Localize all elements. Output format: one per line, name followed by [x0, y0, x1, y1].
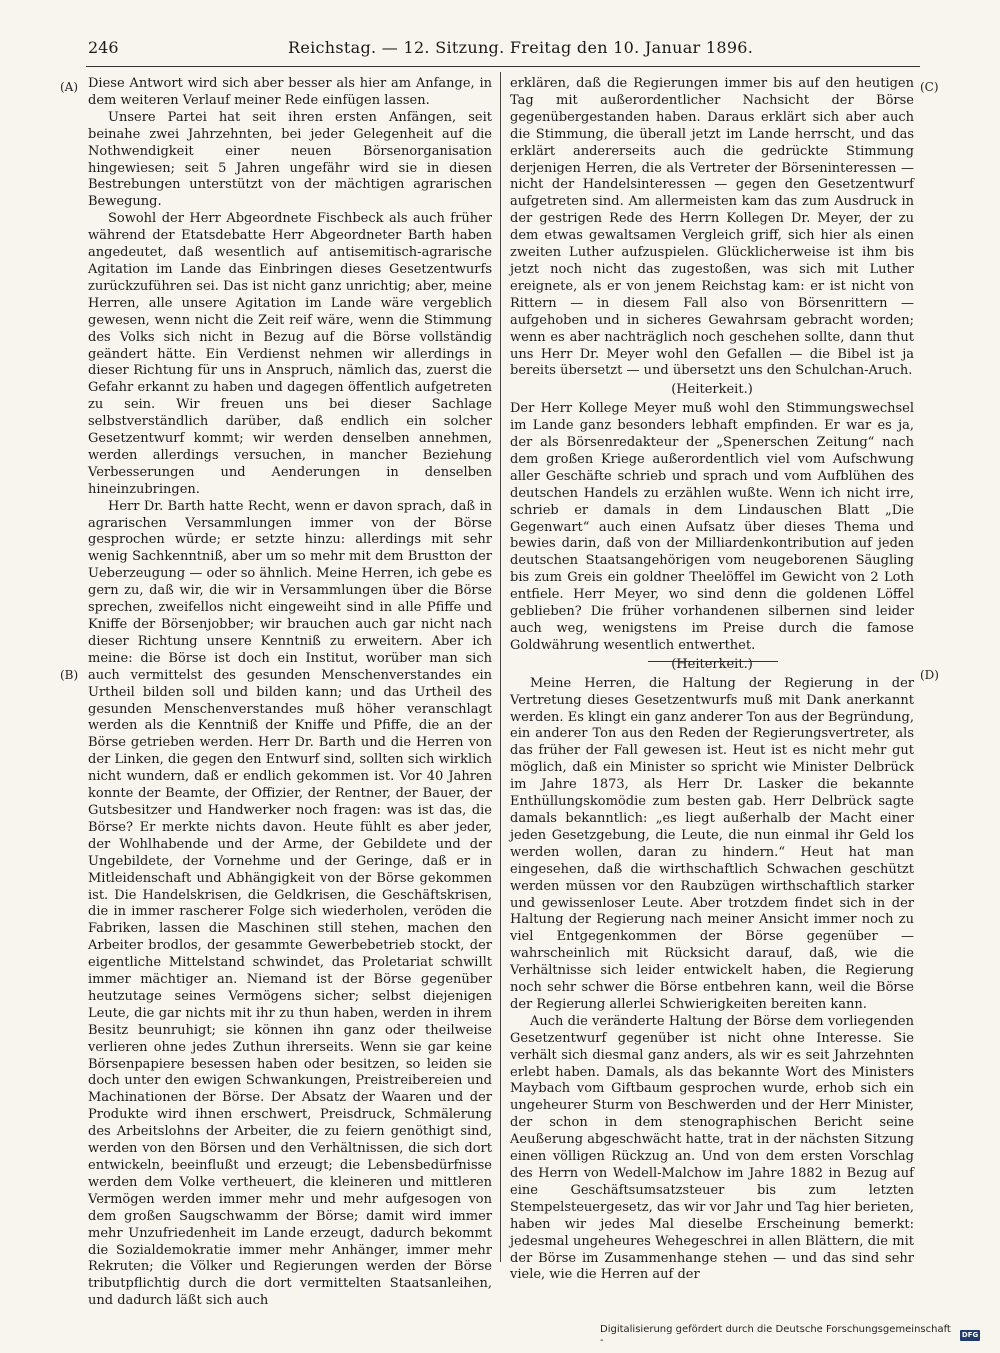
- margin-marker-a: (A): [60, 80, 79, 94]
- paragraph: Meine Herren, die Haltung der Regierung in der Vertretung dieses Gesetzentwurfs muß mit Dank anerkannt werden. Es klingt ein ganz anderer Ton aus der Begründung, ein anderer Ton aus den Reden der Regierungsvertreter, als das früher der Fall gewesen ist. Heut ist es nicht mehr gut möglich, daß ein Minister so spricht wie Minister Delbrück im Jahre 1873, als Herr Dr. Lasker die bekannte Enthüllungskomödie zum besten gab. Herr Delbrück sagte damals bekanntlich: „es liegt außerhalb der Macht einer jeden Gesetzgebung, die Leute, die nun einmal ihr Geld los werden wollen, daran zu hindern.“ Heut hat man eingesehen, daß die wirthschaftlich Schwachen geschützt werden müssen vor den Raubzügen wirthschaftlich starker und gewissenloser Leute. Aber trotzdem findet sich in der Haltung der Regierung nach meiner Ansicht immer noch zu viel Entgegenkommen der Börse gegenüber — wahrscheinlich mit Rücksicht darauf, daß, wie die Verhältnisse sich leider entwickelt haben, die Regierung noch sehr schwer die Börse entbehren kann, weil die Börse der Regierung allerlei Schwierigkeiten bereiten kann.: [510, 675, 914, 1012]
- right-column: [510, 76, 914, 1283]
- paragraph: Unsere Partei hat seit ihren ersten Anfängen, seit beinahe zwei Jahrzehnten, bei jeder Gelegenheit auf die Nothwendigkeit einer neuen Börsenorganisation hingewiesen; seit 5 Jahren ungefähr wird sie in diesen Bestrebungen unterstützt von der mächtigen agrarischen Bewegung.: [88, 109, 492, 210]
- margin-marker-b: (B): [60, 668, 79, 682]
- left-column: [88, 76, 492, 1309]
- paragraph: Auch die veränderte Haltung der Börse dem vorliegenden Gesetzentwurf gegenüber ist nicht ohne Interesse. Sie verhält sich diesmal ganz anders, als wir es seit Jahrzehnten erlebt haben. Damals, als das bekannte Wort des Ministers Maybach vom Giftbaum gesprochen wurde, erhob sich ein ungeheurer Sturm von Beschwerden und der Herr Minister, der schon in dem stenographischen Bericht seine Aeußerung abgeschwächt hatte, trat in der nächsten Sitzung einen völligen Rückzug an. Und von dem ersten Vorschlag des Herrn von Wedell-Malchow im Jahre 1882 in Bezug auf eine Geschäftsumsatzsteuer bis zum letzten Stempelsteuergesetz, das wir vor Jahr und Tag hier berieten, haben wir jedes Mal dieselbe Erscheinung bemerkt: jedesmal ungeheures Wehegeschrei in allen Blättern, die mit der Börse im Zusammenhange stehen — und das sind sehr viele, wie die Herren auf der: [510, 1013, 914, 1283]
- margin-marker-c: (C): [920, 80, 939, 94]
- header-rule: [86, 66, 920, 67]
- paragraph: Diese Antwort wird sich aber besser als hier am Anfange, in dem weiteren Verlauf meiner Rede einfügen lassen.: [88, 76, 492, 108]
- interjection: (Heiterkeit.): [671, 382, 753, 398]
- page-number: 246: [88, 38, 119, 57]
- footer-text: Digitalisierung gefördert durch die Deutsche Forschungsgemeinschaft -: [600, 1324, 951, 1346]
- interjection: (Heiterkeit.): [671, 656, 753, 672]
- paragraph: erklären, daß die Regierungen immer bis auf den heutigen Tag mit außerordentlicher Nachsicht der Börse gegenübergestanden haben. Daraus erklärt sich aber auch die Stimmung, die überall jetzt im Lande herrscht, und das erklärt andererseits auch die gedrückte Stimmung derjenigen Herren, die als Vertreter der Börseninteressen — nicht der Handelsinteressen — gegen den Gesetzentwurf aufgetreten sind. Am allermeisten kam das zum Ausdruck in der gestrigen Rede des Herrn Kollegen Dr. Meyer, der zu dem etwas gewaltsamen Vergleich griff, sich hier als einen zweiten Luther aufzuspielen. Glücklicherweise ist ihm bis jetzt noch nicht das zugestoßen, was sich mit Luther ereignete, als er von jenem Reichstag kam: er ist nicht von Rittern — in diesem Fall also von Börsenrittern — aufgehoben und in sicheres Gewahrsam gebracht worden; wenn es aber nachträglich noch geschehen sollte, dann thut uns Herr Dr. Meyer wohl den Gefallen — die Bibel ist ja bereits übersetzt — und übersetzt uns den Schulchan-Aruch.: [510, 76, 914, 379]
- page-header: [88, 38, 918, 64]
- footer: [600, 1326, 980, 1344]
- dfg-logo-icon: DFG: [961, 1330, 979, 1339]
- paragraph: Herr Dr. Barth hatte Recht, wenn er davon sprach, daß in agrarischen Versammlungen immer von der Börse gesprochen würde; er setzte hinzu: allerdings mit sehr wenig Sachkenntniß, aber um so mehr mit dem Brustton der Ueberzeugung — oder so ähnlich. Meine Herren, ich gebe es gern zu, daß wir, die wir in Versammlungen über die Börse sprechen, zweifellos nicht eingeweiht sind in alle Pfiffe und Kniffe der Börsenjobber; wir brauchen auch gar nicht nach dieser Richtung unsere Kenntniß zu erweitern. Aber ich meine: die Börse ist doch ein Institut, worüber man sich auch vermittelst des gesunden Menschenverstandes ein Urtheil bilden soll und bilden kann; und das Urtheil des gesunden Menschenverstandes muß höher veranschlagt werden als die Kenntniß der Kniffe und Pfiffe, die an der Börse getrieben werden. Herr Dr. Barth und die Herren von der Linken, die gegen den Entwurf sind, sollten sich wirklich nicht wundern, daß er endlich gekommen ist. Vor 40 Jahren konnte der Beamte, der Offizier, der Rentner, der Bauer, der Gutsbesitzer und Handwerker noch fragen: was ist das, die Börse? Er merkte nichts davon. Heute fühlt es aber jeder, der Wohlhabende und der Arme, der Gebildete und der Ungebildete, der Vornehme und der Geringe, daß er in Mitleidenschaft und Abhängigkeit von der Börse gekommen ist. Die Handelskrisen, die Geldkrisen, die Geschäftskrisen, die in immer rascherer Folge sich wiederholen, veröden die Fabriken, lassen die Maschinen still stehen, machen den Arbeiter brodlos, der gesammte Gewerbebetrieb stockt, der eigentliche Mittelstand schwindet, das Proletariat schwillt immer mächtiger an. Niemand ist der Börse gegenüber heutzutage seines Vermögens sicher; selbst diejenigen Leute, die gar nichts mit ihr zu thun haben, werden in ihrem Besitz beunruhigt; sie können ihn ganz oder theilweise verlieren ohne jedes Zuthun ihrerseits. Wenn sie gar keine Börsenpapiere besessen haben oder besitzen, so leiden sie doch unter den ewigen Schwankungen, Preistreibereien und Machinationen der Börse. Der Absatz der Waaren und der Produkte wird ihnen erschwert, Preisdruck, Schmälerung des Arbeitslohns der Arbeiter, die zu feiern genöthigt sind, werden von den Börsen und den Verhältnissen, die sich dort entwickeln, beeinflußt und erzeugt; die Lebensbedürfnisse werden dem Volke vertheuert, die kleineren und mittleren Vermögen werden immer mehr und mehr aufgesogen von dem großen Saugschwamm der Börse; damit wird immer mehr Unzufriedenheit im Lande erzeugt, dadurch bekommt die Sozialdemokratie immer mehr Anhänger, immer mehr Rekruten; die Völker und Regierungen werden der Börse tributpflichtig durch die dort vermittelten Staatsanleihen, und dadurch läßt sich auch: [88, 498, 492, 1309]
- running-head: Reichstag. — 12. Sitzung. Freitag den 10. Januar 1896.: [288, 38, 754, 57]
- paragraph: Der Herr Kollege Meyer muß wohl den Stimmungswechsel im Lande ganz besonders lebhaft empfinden. Er war es ja, der als Börsenredakteur der „Spenerschen Zeitung“ nach dem großen Kriege außerordentlich viel vom Aufschwung aller Geschäfte schrieb und sprach und vom Aufblühen des deutschen Handels zu erzählen wußte. Wenn ich nicht irre, schrieb er damals in dem Lindauschen Blatt „Die Gegenwart“ auch einen Aufsatz über dieses Thema und bewies darin, daß von der Milliardenkontribution auf jeden deutschen Staatsangehörigen vom neugeborenen Säugling bis zum Greis ein goldner Theelöffel im Gewicht von 2 Loth entfiele. Herr Meyer, wo sind denn die goldenen Löffel geblieben? Die früher vorhandenen silbernen sind leider auch weg, wenigstens im Preise durch die famose Goldwährung wesentlich entwerthet.: [510, 401, 914, 653]
- margin-marker-d: (D): [920, 668, 939, 682]
- column-divider: [500, 72, 501, 1262]
- section-separator: [648, 661, 778, 662]
- paragraph: Sowohl der Herr Abgeordnete Fischbeck als auch früher während der Etatsdebatte Herr Abgeordneter Barth haben angedeutet, daß wesentlich auf antisemitisch-agrarische Agitation im Lande das Einbringen dieses Gesetzentwurfs zurückzuführen sei. Das ist nicht ganz unrichtig; aber, meine Herren, alle unsere Agitation im Lande wäre vergeblich gewesen, wenn nicht die Zeit reif wäre, wenn die Stimmung des Volks sich nicht in Bezug auf die Börse vollständig geändert hätte. Ein Verdienst nehmen wir allerdings in dieser Richtung für uns in Anspruch, nämlich das, zuerst die Gefahr erkannt zu haben und dagegen öffentlich aufgetreten zu sein. Wir freuen uns bei dieser Sachlage selbstverständlich darüber, daß endlich ein solcher Gesetzentwurf kommt; wir werden denselben annehmen, werden allerdings versuchen, in mancher Beziehung Verbesserungen und Aenderungen in denselben hineinzubringen.: [88, 211, 492, 497]
